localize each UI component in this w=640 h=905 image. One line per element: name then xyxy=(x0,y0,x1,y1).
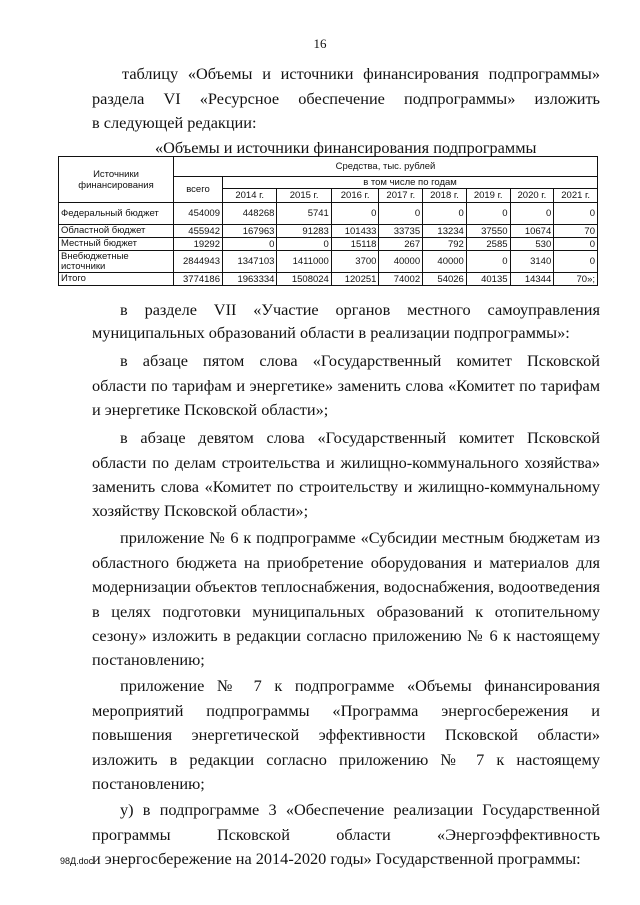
header-total: всего xyxy=(174,177,223,203)
text-line: повышения энергетической эффективности Псковской области» xyxy=(92,725,600,744)
footer-filename: 98Д.doc xyxy=(60,856,94,866)
text-line: в абзаце пятом слова «Государственный комитет Псковской xyxy=(120,351,600,370)
year-header: 2020 г. xyxy=(510,189,554,203)
text-line: таблицу «Объемы и источники финансирования подпрограммы» xyxy=(122,64,600,83)
cell-value: 40000 xyxy=(379,251,423,273)
table-caption: «Объемы и источники финансирования подпрограммы xyxy=(155,138,537,157)
text-line: области по тарифам и энергетике» заменить слова «Комитет по тарифам xyxy=(92,376,600,395)
financing-table xyxy=(58,156,598,286)
year-header: 2017 г. xyxy=(379,189,423,203)
text-line: приложение № 7 к подпрограмме «Объемы финансирования xyxy=(120,676,600,695)
cell-value: 792 xyxy=(423,238,467,251)
cell-value: 0 xyxy=(223,238,277,251)
text-line: раздела VI «Ресурсное обеспечение подпрограммы» изложить xyxy=(92,89,600,108)
row-total: 19292 xyxy=(174,238,223,251)
cell-value: 1347103 xyxy=(223,251,277,273)
cell-value: 74002 xyxy=(379,273,423,286)
cell-value: 1508024 xyxy=(277,273,331,286)
text-line: изложить в редакции согласно приложению № 7 к настоящему xyxy=(92,750,600,769)
text-line: постановлению; xyxy=(92,774,205,793)
cell-value: 40000 xyxy=(423,251,467,273)
table-row xyxy=(59,251,598,273)
text-line: программы Псковской области «Энергоэффективность xyxy=(92,825,600,844)
row-total: 3774186 xyxy=(174,273,223,286)
cell-value: 0 xyxy=(466,251,510,273)
cell-value: 267 xyxy=(379,238,423,251)
cell-value: 0 xyxy=(554,251,598,273)
year-header: 2021 г. xyxy=(554,189,598,203)
text-line: модернизации объектов теплоснабжения, водоснабжения, водоотведения xyxy=(92,577,600,596)
row-source: Местный бюджет xyxy=(59,238,174,251)
text-line: у) в подпрограмме 3 «Обеспечение реализации Государственной xyxy=(120,800,600,819)
text-line: приложение № 6 к подпрограмме «Субсидии местным бюджетам из xyxy=(120,528,600,547)
cell-value: 0 xyxy=(554,203,598,225)
cell-value: 70»; xyxy=(554,273,598,286)
cell-value: 33735 xyxy=(379,225,423,238)
text-line: области по делам строительства и жилищно-коммунального хозяйства» xyxy=(92,453,600,472)
text-line: в следующей редакции: xyxy=(92,113,257,132)
cell-value: 40135 xyxy=(466,273,510,286)
cell-value: 0 xyxy=(554,238,598,251)
cell-value: 2585 xyxy=(466,238,510,251)
header-by-year: в том числе по годам xyxy=(223,177,598,189)
row-total: 2844943 xyxy=(174,251,223,273)
cell-value: 70 xyxy=(554,225,598,238)
cell-value: 54026 xyxy=(423,273,467,286)
cell-value: 0 xyxy=(379,203,423,225)
cell-value: 167963 xyxy=(223,225,277,238)
cell-value: 1963334 xyxy=(223,273,277,286)
text-line: постановлению; xyxy=(92,650,205,669)
year-header: 2014 г. xyxy=(223,189,277,203)
cell-value: 101433 xyxy=(331,225,379,238)
text-line: хозяйству Псковской области»; xyxy=(92,501,309,520)
text-line: в разделе VII «Участие органов местного самоуправления xyxy=(120,300,600,319)
table-row xyxy=(59,225,598,238)
row-total: 454009 xyxy=(174,203,223,225)
year-header: 2016 г. xyxy=(331,189,379,203)
row-source: Внебюджетные источники xyxy=(59,251,174,273)
table-row xyxy=(59,203,598,225)
cell-value: 448268 xyxy=(223,203,277,225)
cell-value: 13234 xyxy=(423,225,467,238)
text-line: и энергосбережение на 2014-2020 годы» Государственной программы: xyxy=(92,849,581,868)
page-number: 16 xyxy=(313,36,327,51)
row-source: Федеральный бюджет xyxy=(59,203,174,225)
table-row xyxy=(59,238,598,251)
text-line: и энергетике Псковской области»; xyxy=(92,400,329,419)
year-header: 2015 г. xyxy=(277,189,331,203)
year-header: 2019 г. xyxy=(466,189,510,203)
text-line: сезону» изложить в редакции согласно приложению № 6 к настоящему xyxy=(92,626,600,645)
cell-value: 0 xyxy=(331,203,379,225)
cell-value: 0 xyxy=(423,203,467,225)
row-source: Областной бюджет xyxy=(59,225,174,238)
header-sources: Источники финансирования xyxy=(59,157,174,203)
cell-value: 3140 xyxy=(510,251,554,273)
cell-value: 1411000 xyxy=(277,251,331,273)
header-funds: Средства, тыс. рублей xyxy=(174,157,598,177)
text-line: муниципальных образований области в реализации подпрограммы»: xyxy=(92,323,570,342)
row-source: Итого xyxy=(59,273,174,286)
cell-value: 5741 xyxy=(277,203,331,225)
cell-value: 0 xyxy=(510,203,554,225)
cell-value: 3700 xyxy=(331,251,379,273)
cell-value: 15118 xyxy=(331,238,379,251)
cell-value: 14344 xyxy=(510,273,554,286)
text-line: в целях подготовки муниципальных образований к отопительному xyxy=(92,602,600,621)
year-header: 2018 г. xyxy=(423,189,467,203)
cell-value: 10674 xyxy=(510,225,554,238)
table-row-total xyxy=(59,273,598,286)
cell-value: 530 xyxy=(510,238,554,251)
text-line: в абзаце девятом слова «Государственный комитет Псковской xyxy=(120,428,600,447)
cell-value: 120251 xyxy=(331,273,379,286)
cell-value: 37550 xyxy=(466,225,510,238)
cell-value: 0 xyxy=(466,203,510,225)
text-line: областного бюджета на приобретение оборудования и материалов для xyxy=(92,553,600,572)
row-total: 455942 xyxy=(174,225,223,238)
cell-value: 0 xyxy=(277,238,331,251)
text-line: заменить слова «Комитет по строительству и жилищно-коммунальному xyxy=(92,477,600,496)
text-line: мероприятий подпрограммы «Программа энергосбережения и xyxy=(92,701,600,720)
cell-value: 91283 xyxy=(277,225,331,238)
